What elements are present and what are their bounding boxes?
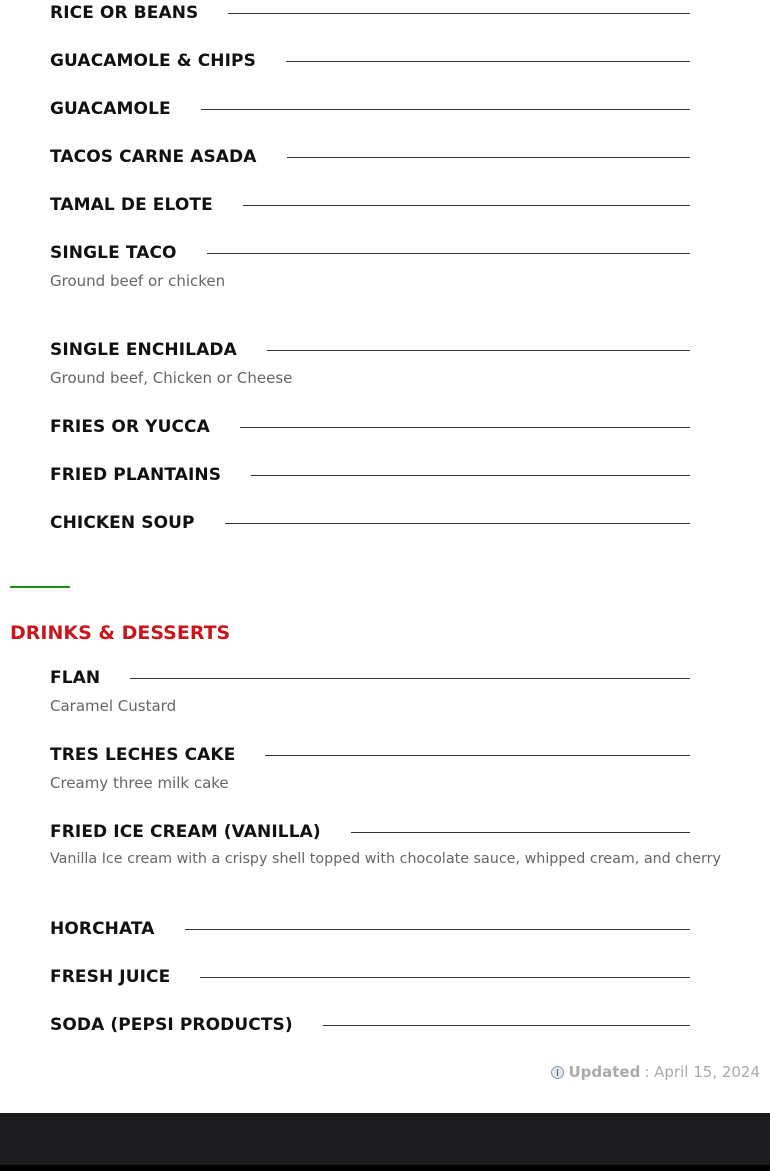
footer-bottom — [0, 1165, 770, 1171]
divider — [265, 755, 690, 756]
divider — [267, 350, 690, 351]
item-title: GUACAMOLE & CHIPS — [50, 51, 256, 71]
menu-item — [50, 97, 690, 121]
divider — [207, 253, 690, 254]
menu-item — [50, 193, 690, 217]
item-title: TAMAL DE ELOTE — [50, 195, 213, 215]
menu-item — [50, 511, 690, 535]
item-title: FLAN — [50, 668, 101, 688]
divider — [130, 678, 690, 679]
item-description: Vanilla Ice cream with a crispy shell topped with chocolate sauce, whipped cream, and cherry — [50, 851, 721, 867]
menu-item — [50, 743, 690, 767]
updated-date: : April 15, 2024 — [644, 1063, 760, 1081]
updated-info — [551, 1063, 760, 1081]
item-description: Creamy three milk cake — [50, 774, 229, 792]
menu-item — [50, 1013, 690, 1037]
item-title: SODA (PEPSI PRODUCTS) — [50, 1015, 293, 1035]
item-title: HORCHATA — [50, 919, 155, 939]
menu-item — [50, 1, 690, 25]
divider — [323, 1025, 690, 1026]
updated-label: Updated — [568, 1063, 641, 1081]
item-title: SINGLE ENCHILADA — [50, 340, 237, 360]
item-title: SINGLE TACO — [50, 243, 177, 263]
clock-icon — [551, 1066, 564, 1079]
menu-item — [50, 463, 690, 487]
item-title: CHICKEN SOUP — [50, 513, 195, 533]
menu-item — [50, 145, 690, 169]
section-title: DRINKS & DESSERTS — [10, 622, 231, 644]
item-description: Caramel Custard — [50, 697, 177, 715]
footer — [0, 1113, 770, 1165]
divider — [200, 977, 690, 978]
menu-item — [50, 965, 690, 989]
divider — [351, 832, 690, 833]
menu-item — [50, 415, 690, 439]
menu-item — [50, 917, 690, 941]
item-title: FRESH JUICE — [50, 967, 171, 987]
menu-item — [50, 338, 690, 362]
item-title: GUACAMOLE — [50, 99, 171, 119]
item-title: RICE OR BEANS — [50, 3, 199, 23]
item-title: TACOS CARNE ASADA — [50, 147, 257, 167]
divider — [225, 523, 690, 524]
item-description: Ground beef, Chicken or Cheese — [50, 369, 293, 387]
divider — [201, 109, 690, 110]
item-title: FRIES OR YUCCA — [50, 417, 210, 437]
divider — [243, 205, 690, 206]
divider — [287, 157, 690, 158]
divider — [185, 929, 690, 930]
item-title: FRIED PLANTAINS — [50, 465, 222, 485]
divider — [228, 13, 690, 14]
section-accent-line — [10, 586, 70, 588]
item-description: Ground beef or chicken — [50, 272, 226, 290]
menu-item — [50, 49, 690, 73]
divider — [251, 475, 690, 476]
item-title: TRES LECHES CAKE — [50, 745, 236, 765]
item-title: FRIED ICE CREAM (VANILLA) — [50, 822, 321, 842]
menu-item — [50, 666, 690, 690]
menu-item — [50, 241, 690, 265]
divider — [286, 61, 690, 62]
menu-item — [50, 820, 690, 844]
divider — [240, 427, 690, 428]
